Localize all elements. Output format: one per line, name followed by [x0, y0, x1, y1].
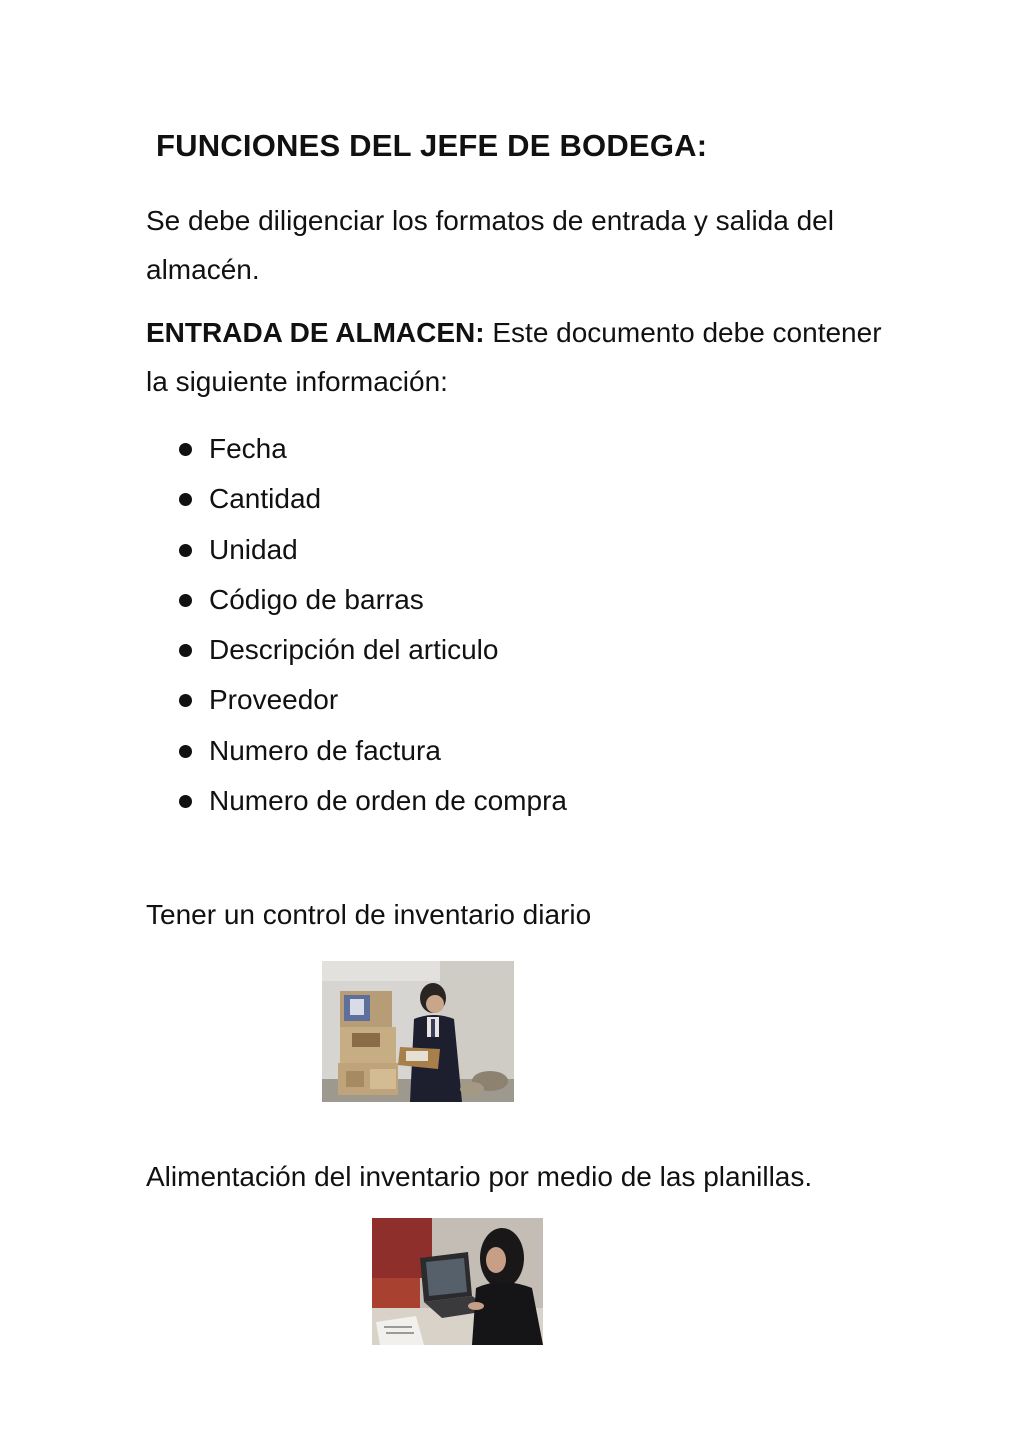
- bullet-icon: [179, 795, 192, 808]
- inventory-check-photo: [322, 961, 514, 1102]
- bullet-icon: [179, 745, 192, 758]
- list-item-label: Unidad: [209, 533, 298, 565]
- list-item: [178, 625, 567, 675]
- bullet-icon: [179, 493, 192, 506]
- list-item: [178, 474, 567, 524]
- list-item-label: Código de barras: [209, 583, 424, 615]
- list-item-label: Numero de orden de compra: [209, 785, 567, 817]
- list-item: [178, 525, 567, 575]
- list-item-label: Numero de factura: [209, 734, 441, 766]
- bullet-icon: [179, 644, 192, 657]
- required-fields-list: [178, 424, 567, 826]
- bullet-icon: [179, 594, 192, 607]
- page-title: FUNCIONES DEL JEFE DE BODEGA:: [156, 128, 708, 163]
- list-item-label: Fecha: [209, 433, 287, 464]
- inventory-feed-paragraph: Alimentación del inventario por medio de las planillas.: [146, 1161, 813, 1192]
- bullet-icon: [179, 694, 192, 707]
- list-item: [178, 424, 567, 474]
- entrada-description: Este documento debe contener la siguiente información:: [146, 317, 882, 397]
- list-item: [178, 575, 567, 625]
- intro-paragraph: Se debe diligenciar los formatos de entrada y salida del almacén.: [146, 205, 834, 285]
- bullet-icon: [179, 544, 192, 557]
- list-item: [178, 776, 567, 826]
- list-item: [178, 675, 567, 725]
- entrada-paragraph: [146, 308, 906, 406]
- list-item-label: Proveedor: [209, 684, 339, 716]
- bullet-icon: [179, 443, 192, 456]
- laptop-work-photo: [372, 1218, 543, 1345]
- entrada-heading: ENTRADA DE ALMACEN:: [146, 317, 485, 348]
- list-item-label: Descripción del articulo: [209, 634, 499, 666]
- list-item-label: Cantidad: [209, 483, 322, 515]
- inventory-control-paragraph: Tener un control de inventario diario: [146, 899, 592, 930]
- list-item: [178, 726, 567, 776]
